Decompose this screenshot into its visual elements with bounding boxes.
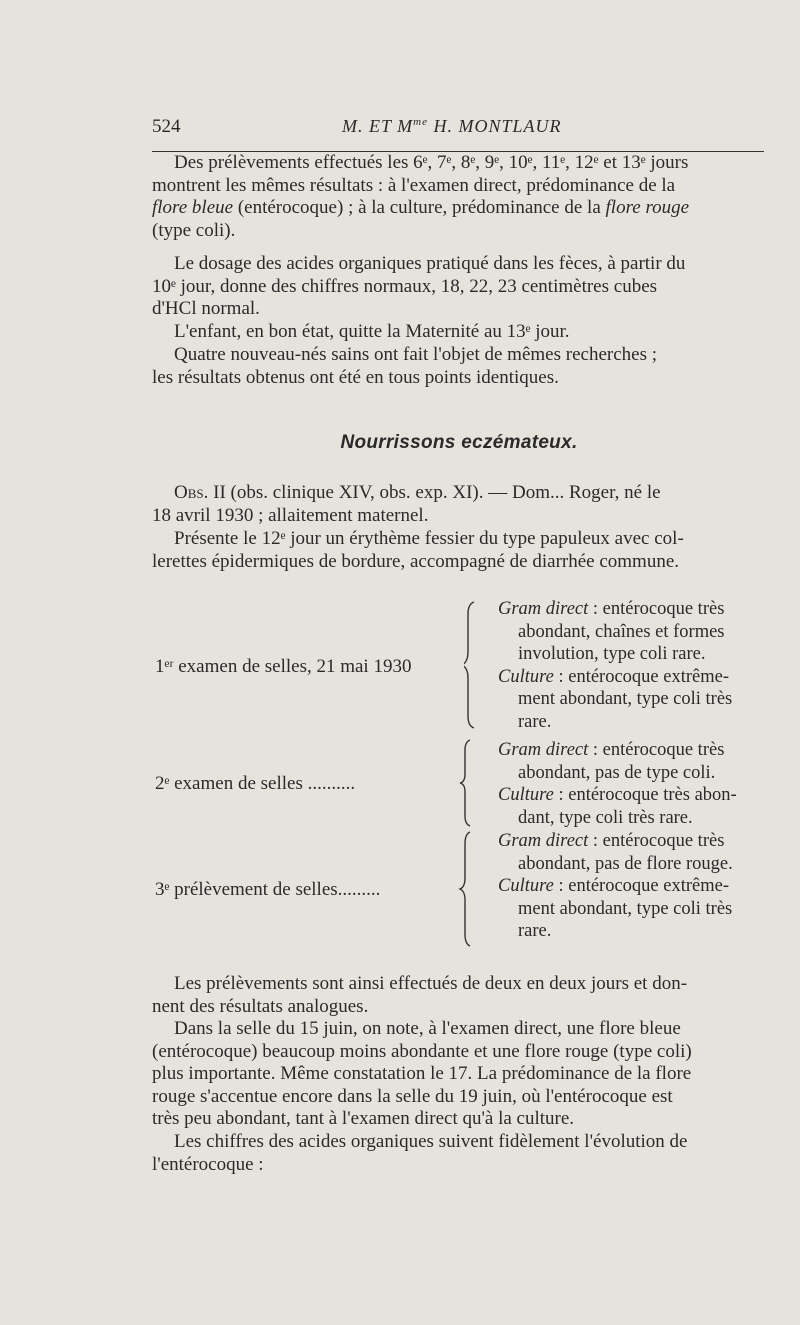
paragraph-enfant (152, 321, 766, 344)
running-head-tail: H. MONTLAUR (428, 116, 562, 136)
brace-icon (458, 738, 474, 828)
text-line: lerettes épidermiques de bordure, accompagné de diarrhée commune. (152, 550, 680, 572)
text-line: montrent les mêmes résultats : à l'examen direct, prédominance de la (152, 174, 676, 196)
result-line (498, 784, 770, 807)
text-line: L'enfant, en bon état, quitte la Maternité au 13ᵉ jour. (174, 321, 570, 342)
text-run: (entérocoque) ; à la culture, prédominance de la (233, 197, 606, 219)
text-line: très peu abondant, tant à l'examen direct qu'à la culture. (152, 1108, 575, 1130)
text-line: (type coli). (152, 219, 236, 241)
brace-icon (464, 600, 480, 730)
result-line (498, 666, 770, 689)
text-line: plus importante. Même constatation le 17. La prédominance de la flore (152, 1063, 692, 1085)
exam-3-label: 3ᵉ prélèvement de selles......... (155, 879, 381, 900)
text-run: . II (obs. clinique XIV, obs. exp. XI). — Dom... Roger, né le (203, 482, 661, 503)
page-number: 524 (152, 116, 181, 137)
result-text: : entérocoque très (588, 599, 725, 619)
result-line: involution, type coli rare. (518, 644, 706, 665)
obs-abbrev: Obs (174, 482, 204, 503)
result-text: : entérocoque très (588, 740, 725, 760)
result-text: : entérocoque extrême- (553, 876, 729, 897)
running-head-main: M. ET M (342, 116, 414, 136)
result-text: : entérocoque très (588, 831, 725, 851)
text-line (152, 482, 766, 505)
result-method: Culture (498, 666, 554, 687)
result-line: dant, type coli très rare. (518, 807, 693, 828)
running-head (342, 116, 562, 137)
result-line: rare. (518, 921, 552, 942)
result-line: abondant, pas de type coli. (518, 762, 716, 783)
text-line: Quatre nouveau-nés sains ont fait l'objet de mêmes recherches ; (174, 344, 657, 365)
text-line (152, 197, 766, 220)
result-line: ment abondant, type coli très (518, 898, 733, 919)
result-line: rare. (518, 711, 552, 732)
text-line: d'HCl normal. (152, 298, 260, 320)
page-header (152, 116, 764, 144)
result-method: Gram direct (498, 740, 589, 760)
exam-2-label: 2ᵉ examen de selles .......... (155, 773, 356, 794)
result-line: ment abondant, type coli très (518, 689, 733, 710)
paragraph-dosage (152, 253, 766, 321)
text-line: les résultats obtenus ont été en tous points identiques. (152, 366, 559, 388)
paragraph-chiffres (152, 1131, 766, 1176)
result-method: Gram direct (498, 831, 589, 851)
exam-3-results (498, 830, 770, 943)
text-line: 10ᵉ jour, donne des chiffres normaux, 18, 22, 23 centimètres cubes (152, 275, 658, 297)
exam-1-label: 1ᵉʳ examen de selles, 21 mai 1930 (155, 656, 412, 677)
paragraph-prelevements (152, 152, 766, 242)
text-line: l'entérocoque : (152, 1153, 264, 1175)
brace-icon (458, 830, 474, 948)
result-line (498, 875, 770, 898)
paragraph-selle-15-juin (152, 1018, 766, 1131)
result-text: : entérocoque très abon- (553, 785, 737, 806)
text-line: nent des résultats analogues. (152, 995, 369, 1017)
result-line: abondant, pas de flore rouge. (518, 853, 733, 874)
text-line: Les chiffres des acides organiques suivent fidèlement l'évolution de (174, 1131, 688, 1152)
result-text: : entérocoque extrême- (553, 666, 729, 687)
result-line (498, 830, 770, 853)
text-line: Présente le 12ᵉ jour un érythème fessier du type papuleux avec col- (174, 528, 684, 549)
result-method: Gram direct (498, 599, 589, 619)
paragraph-nouveau-nes (152, 344, 766, 389)
exam-1-results (498, 598, 770, 734)
text-line: 18 avril 1930 ; allaitement maternel. (152, 504, 429, 526)
text-line: Les prélèvements sont ainsi effectués de deux en deux jours et don- (174, 973, 688, 994)
running-head-sup: me (413, 116, 428, 128)
result-method: Culture (498, 876, 554, 897)
text-line: Le dosage des acides organiques pratiqué dans les fèces, à partir du (174, 253, 686, 274)
text-italic: flore rouge (605, 197, 690, 219)
text-line: Des prélèvements effectués les 6ᵉ, 7ᵉ, 8ᵉ, 9ᵉ, 10ᵉ, 11ᵉ, 12ᵉ et 13ᵉ jours (174, 152, 689, 173)
paragraph-presente (152, 528, 766, 573)
text-line: Dans la selle du 15 juin, on note, à l'examen direct, une flore bleue (174, 1018, 681, 1039)
text-line: rouge s'accentue encore dans la selle du 19 juin, où l'entérocoque est (152, 1085, 673, 1107)
section-title: Nourrissons eczémateux. (340, 432, 578, 453)
result-line (498, 598, 770, 621)
result-line (498, 739, 770, 762)
result-method: Culture (498, 785, 554, 806)
paragraph-analogues (152, 973, 766, 1018)
paragraph-observation (152, 482, 766, 527)
result-line: abondant, chaînes et formes (518, 621, 725, 642)
text-italic: flore bleue (152, 197, 234, 219)
exam-2-results (498, 739, 770, 829)
text-line: (entérocoque) beaucoup moins abondante et une flore rouge (type coli) (152, 1040, 692, 1062)
